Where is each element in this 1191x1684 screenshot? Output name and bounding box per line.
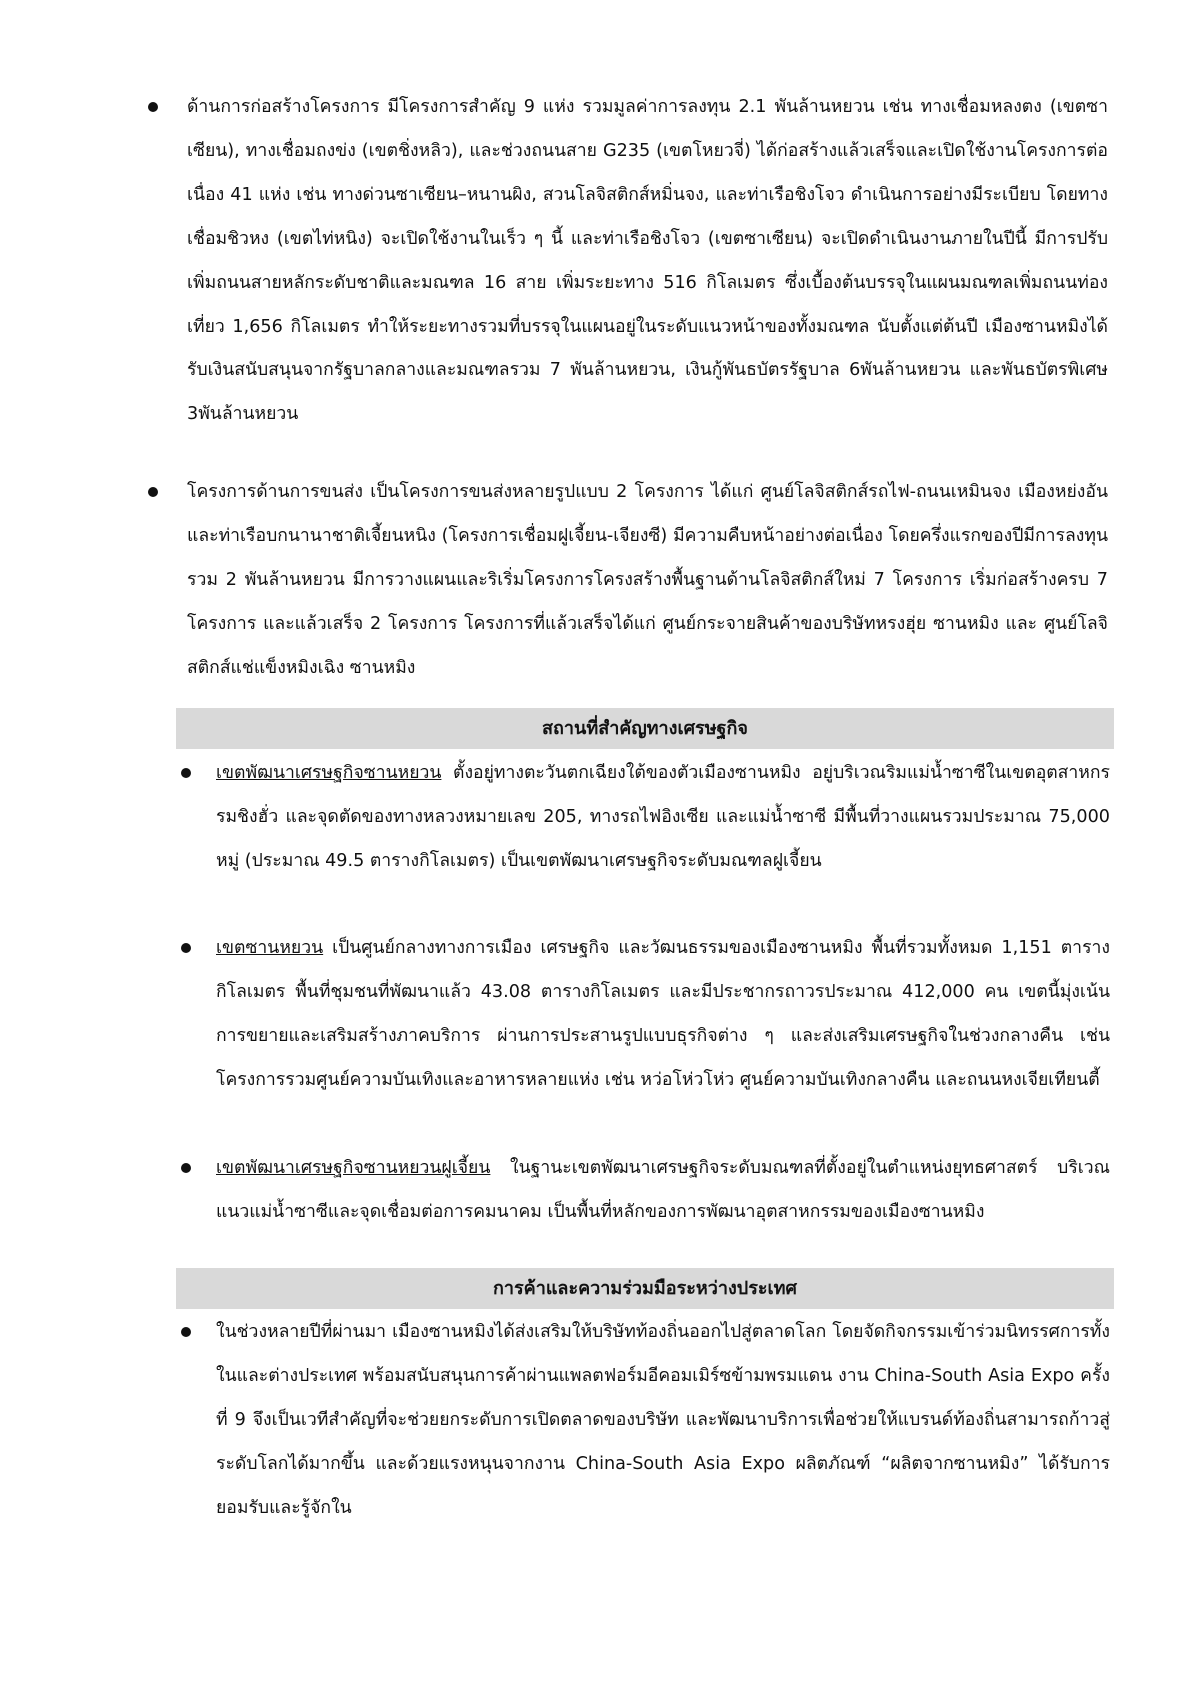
bullet-icon xyxy=(181,943,191,953)
top-bullet-list xyxy=(148,86,1108,691)
list-item xyxy=(180,927,1110,1147)
item-text: เป็นศูนย์กลางทางการเมือง เศรษฐกิจ และวัฒนธรรมของเมืองซานหมิง พื้นที่รวมทั้งหมด 1,151 ตารางกิโลเมตร พื้นที่ชุมชนที่พัฒนาแล้ว 43.08 ตารางกิโลเมตร และมีประชากรถาวรประมาณ 412,000 คน เขตนี้มุ่งเน้นการขยายและเสริมสร้างภาคบริการ ผ่านการประสานรูปแบบธุรกิจต่าง ๆ และส่งเสริมเศรษฐกิจในช่วงกลางคืน เช่น โครงการรวมศูนย์ความบันเทิงและอาหารหลายแห่ง เช่น หว่อโห่วโห่ว ศูนย์ความบันเทิงกลางคืน และถนนหงเจียเทียนตี้ xyxy=(216,938,1110,1090)
bullet-icon xyxy=(181,768,191,778)
list-item xyxy=(180,1311,1110,1531)
list-item xyxy=(148,471,1108,691)
section-heading-economic-sites: สถานที่สำคัญทางเศรษฐกิจ xyxy=(176,708,1114,749)
item-text: ตั้งอยู่ทางตะวันตกเฉียงใต้ของตัวเมืองซานหมิง อยู่บริเวณริมแม่น้ำซาซีในเขตอุตสาหกรรมชิงฮั่ว และจุดตัดของทางหลวงหมายเลข 205, ทางรถไฟอิงเซีย และแม่น้ำซาซี มีพื้นที่วางแผนรวมประมาณ 75,000 หมู่ (ประมาณ 49.5 ตารางกิโลเมตร) เป็นเขตพัฒนาเศรษฐกิจระดับมณฑลฝูเจี้ยน xyxy=(216,763,1110,871)
term-sanyuan-district: เขตซานหยวน xyxy=(216,938,324,958)
paragraph-construction: ด้านการก่อสร้างโครงการ มีโครงการสำคัญ 9 แห่ง รวมมูลค่าการลงทุน 2.1 พันล้านหยวน เช่น ทางเชื่อมหลงตง (เขตซาเซียน), ทางเชื่อมถงข่ง (เขตชิ่งหลิว), และช่วงถนนสาย G235 (เขตโหยวจี่) ได้ก่อสร้างแล้วเสร็จและเปิดใช้งานโครงการต่อเนื่อง 41 แห่ง เช่น ทางด่วนซาเซียน–หนานผิง, สวนโลจิสติกส์หมิ่นจง, และท่าเรือชิงโจว ดำเนินการอย่างมีระเบียบ โดยทางเชื่อมชิวหง (เขตไท่หนิง) จะเปิดใช้งานในเร็ว ๆ นี้ และท่าเรือชิงโจว (เขตซาเซียน) จะเปิดดำเนินงานภายในปีนี้ มีการปรับเพิ่มถนนสายหลักระดับชาติและมณฑล 16 สาย เพิ่มระยะทาง 516 กิโลเมตร ซึ่งเบื้องต้นบรรจุในแผนมณฑลเพิ่มถนนท่องเที่ยว 1,656 กิโลเมตร ทำให้ระยะทางรวมที่บรรจุในแผนอยู่ในระดับแนวหน้าของทั้งมณฑล นับตั้งแต่ต้นปี เมืองซานหมิงได้รับเงินสนับสนุนจากรัฐบาลกลางและมณฑลรวม 7 พันล้านหยวน, เงินกู้พันธบัตรรัฐบาล 6พันล้านหยวน และพันธบัตรพิเศษ 3พันล้านหยวน xyxy=(187,97,1108,425)
bullet-icon xyxy=(148,487,158,497)
item-text: ในฐานะเขตพัฒนาเศรษฐกิจระดับมณฑลที่ตั้งอยู่ในตำแหน่งยุทธศาสตร์ บริเวณแนวแม่น้ำซาซีและจุดเชื่อมต่อการคมนาคม เป็นพื้นที่หลักของการพัฒนาอุตสาหกรรมของเมืองซานหมิง xyxy=(216,1158,1110,1222)
list-item xyxy=(180,752,1110,927)
bullet-icon xyxy=(148,102,158,112)
list-item xyxy=(180,1147,1110,1235)
section-heading-trade: การค้าและความร่วมมือระหว่างประเทศ xyxy=(176,1268,1114,1309)
bullet-icon xyxy=(181,1163,191,1173)
term-sanyuan-fujian-zone: เขตพัฒนาเศรษฐกิจซานหยวนฝูเจี้ยน xyxy=(216,1158,491,1178)
term-sanyuan-econ-dev-zone: เขตพัฒนาเศรษฐกิจซานหยวน xyxy=(216,763,442,783)
paragraph-transport: โครงการด้านการขนส่ง เป็นโครงการขนส่งหลายรูปแบบ 2 โครงการ ได้แก่ ศูนย์โลจิสติกส์รถไฟ-ถนนเหมินจง เมืองหย่งอัน และท่าเรือบกนานาชาติเจี้ยนหนิง (โครงการเชื่อมฝูเจี้ยน-เจียงซี) มีความคืบหน้าอย่างต่อเนื่อง โดยครึ่งแรกของปีมีการลงทุนรวม 2 พันล้านหยวน มีการวางแผนและริเริ่มโครงการโครงสร้างพื้นฐานด้านโลจิสติกส์ใหม่ 7 โครงการ เริ่มก่อสร้างครบ 7 โครงการ และแล้วเสร็จ 2 โครงการ โครงการที่แล้วเสร็จได้แก่ ศูนย์กระจายสินค้าของบริษัทหรงฮุ่ย ซานหมิง และ ศูนย์โลจิสติกส์แช่แข็งหมิงเฉิง ซานหมิง xyxy=(187,482,1108,678)
paragraph-trade: ในช่วงหลายปีที่ผ่านมา เมืองซานหมิงได้ส่งเสริมให้บริษัทท้องถิ่นออกไปสู่ตลาดโลก โดยจัดกิจกรรมเข้าร่วมนิทรรศการทั้งในและต่างประเทศ พร้อมสนับสนุนการค้าผ่านแพลตฟอร์มอีคอมเมิร์ซข้ามพรมแดน งาน China-South Asia Expo ครั้งที่ 9 จึงเป็นเวทีสำคัญที่จะช่วยยกระดับการเปิดตลาดของบริษัท และพัฒนาบริการเพื่อช่วยให้แบรนด์ท้องถิ่นสามารถก้าวสู่ระดับโลกได้มากขึ้น และด้วยแรงหนุนจากงาน China-South Asia Expo ผลิตภัณฑ์ “ผลิตจากซานหมิง” ได้รับการยอมรับและรู้จักใน xyxy=(216,1322,1110,1518)
trade-list xyxy=(180,1311,1110,1531)
list-item xyxy=(148,86,1108,471)
economic-sites-list xyxy=(180,752,1110,1235)
bullet-icon xyxy=(181,1327,191,1337)
